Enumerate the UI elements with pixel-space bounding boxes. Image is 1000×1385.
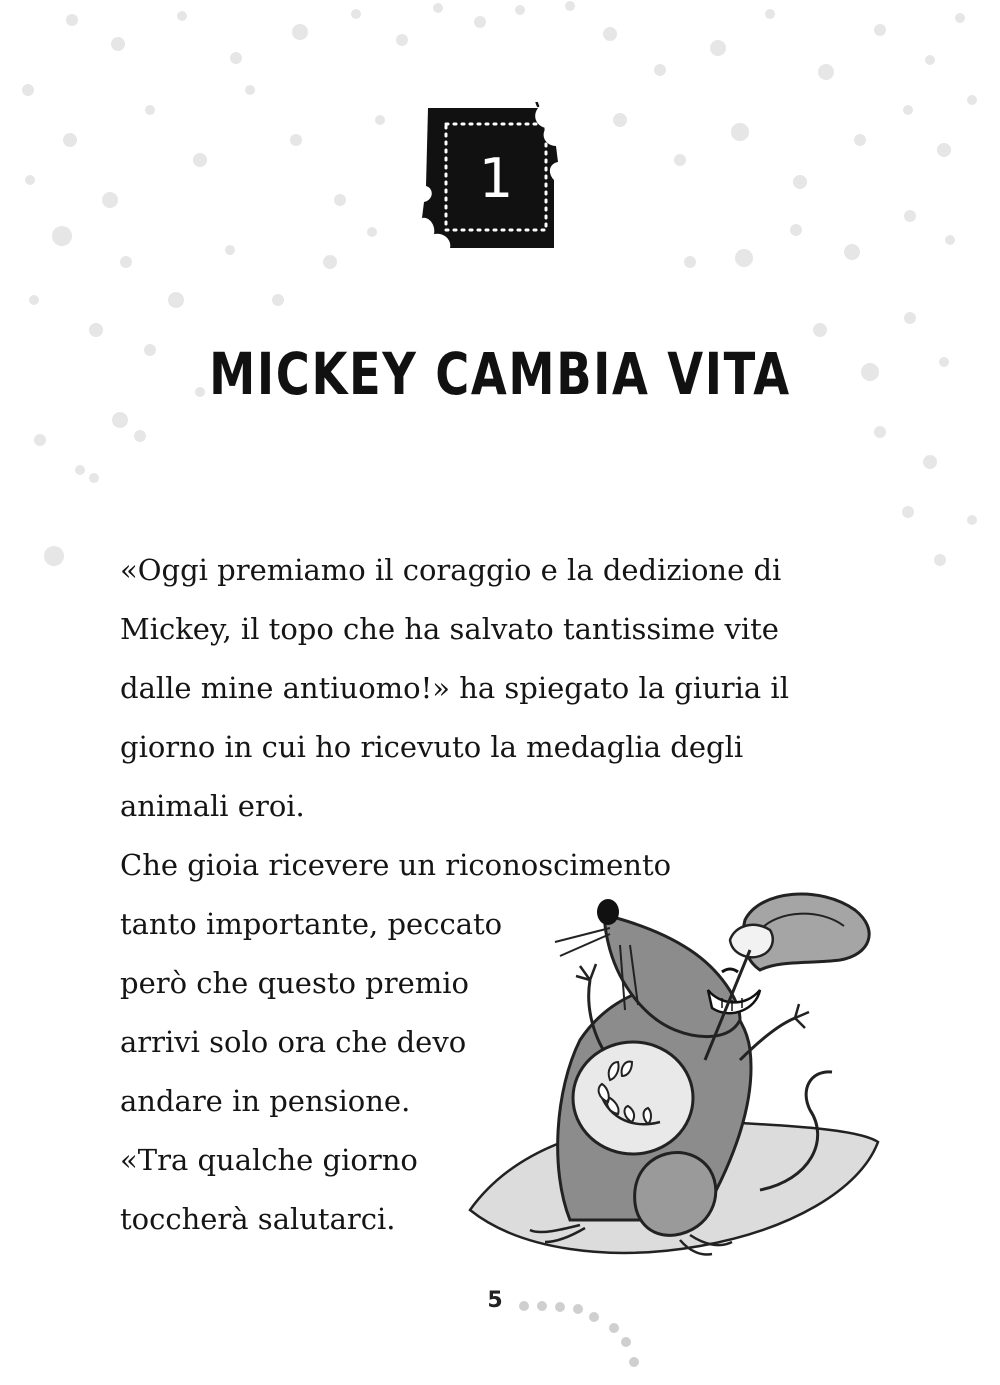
background-dot: [334, 194, 346, 206]
background-dot: [111, 37, 125, 51]
background-dot: [367, 227, 377, 237]
background-dot: [967, 515, 977, 525]
background-dot: [25, 175, 35, 185]
background-dot: [44, 546, 64, 566]
text-line: però che questo premio: [120, 966, 470, 1000]
background-dot: [292, 24, 308, 40]
text-line: «Oggi premiamo il coraggio e la dedizione di: [120, 553, 782, 587]
background-dot: [323, 255, 337, 269]
background-dot: [89, 323, 103, 337]
background-dot: [177, 11, 187, 21]
background-dot: [854, 134, 866, 146]
background-dot: [902, 506, 914, 518]
chapter-number: 1: [478, 147, 514, 210]
background-dot: [654, 64, 666, 76]
background-dot: [934, 554, 946, 566]
footer-dots: [510, 1290, 650, 1370]
page-number: 5: [487, 1288, 503, 1313]
background-dot: [925, 55, 935, 65]
background-dot: [790, 224, 802, 236]
background-dot: [145, 105, 155, 115]
text-line: giorno in cui ho ricevuto la medaglia degli: [120, 730, 744, 764]
background-dot: [515, 5, 525, 15]
text-line: dalle mine antiuomo!» ha spiegato la giuria il: [120, 671, 789, 705]
background-dot: [120, 256, 132, 268]
background-dot: [565, 1, 575, 11]
text-line: arrivi solo ora che devo: [120, 1025, 467, 1059]
background-dot: [967, 95, 977, 105]
background-dot: [272, 294, 284, 306]
background-dot: [89, 473, 99, 483]
text-line: animali eroi.: [120, 789, 305, 823]
background-dot: [710, 40, 726, 56]
background-dot: [844, 244, 860, 260]
text-line: andare in pensione.: [120, 1084, 411, 1118]
background-dot: [945, 235, 955, 245]
background-dot: [29, 295, 39, 305]
background-dot: [63, 133, 77, 147]
background-dot: [904, 210, 916, 222]
background-dot: [874, 24, 886, 36]
background-dot: [351, 9, 361, 19]
background-dot: [375, 115, 385, 125]
background-dot: [874, 426, 886, 438]
text-line: toccherà salutarci.: [120, 1202, 396, 1236]
background-dot: [674, 154, 686, 166]
background-dot: [684, 256, 696, 268]
background-dot: [290, 134, 302, 146]
mouse-with-medal-icon: [460, 890, 890, 1270]
background-dot: [474, 16, 486, 28]
background-dot: [225, 245, 235, 255]
text-line: Mickey, il topo che ha salvato tantissime vite: [120, 612, 779, 646]
background-dot: [22, 84, 34, 96]
background-dot: [193, 153, 207, 167]
background-dot: [230, 52, 242, 64]
chapter-title: MICKEY CAMBIA VITA: [209, 340, 791, 408]
background-dot: [813, 323, 827, 337]
background-dot: [112, 412, 128, 428]
background-dot: [102, 192, 118, 208]
background-dot: [396, 34, 408, 46]
background-dot: [765, 9, 775, 19]
background-dot: [168, 292, 184, 308]
background-dot: [937, 143, 951, 157]
background-dot: [955, 13, 965, 23]
background-dot: [66, 14, 78, 26]
background-dot: [613, 113, 627, 127]
background-dot: [245, 85, 255, 95]
background-dot: [939, 357, 949, 367]
background-dot: [904, 312, 916, 324]
background-dot: [34, 434, 46, 446]
background-dot: [818, 64, 834, 80]
text-line: tanto importante, peccato: [120, 907, 503, 941]
text-line: Che gioia ricevere un riconoscimento: [120, 848, 672, 882]
background-dot: [923, 455, 937, 469]
background-dot: [735, 249, 753, 267]
background-dot: [731, 123, 749, 141]
text-line: «Tra qualche giorno: [120, 1143, 418, 1177]
background-dot: [134, 430, 146, 442]
background-dot: [75, 465, 85, 475]
background-dot: [903, 105, 913, 115]
background-dot: [433, 3, 443, 13]
background-dot: [52, 226, 72, 246]
background-dot: [793, 175, 807, 189]
background-dot: [603, 27, 617, 41]
